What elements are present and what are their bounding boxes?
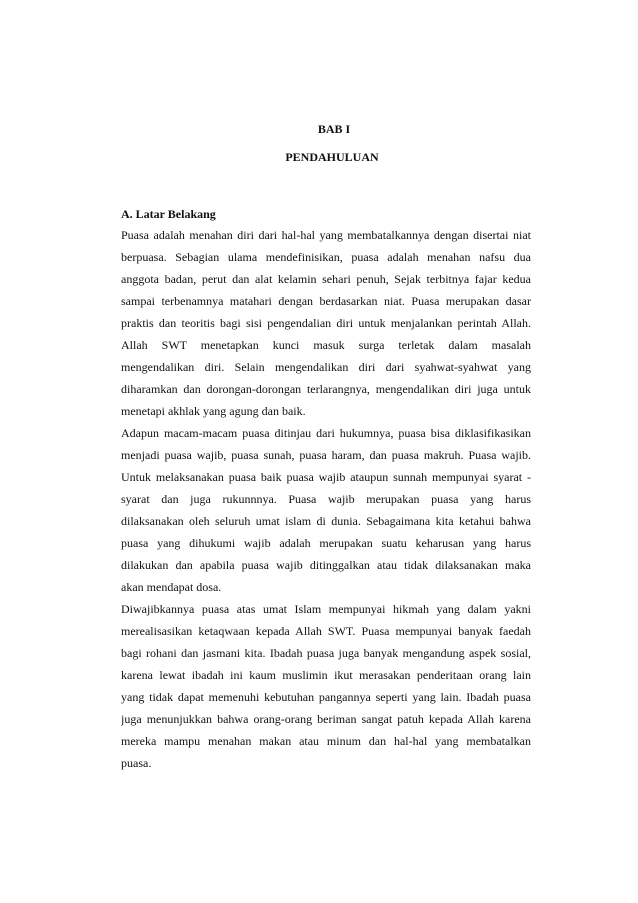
text-line: mengendalikan diri. Selain mengendalikan diri dari syahwat-syahwat yang xyxy=(121,360,531,374)
text-line: Untuk melaksanakan puasa baik puasa wajib ataupun sunnah mempunyai syarat - xyxy=(121,470,531,484)
paragraph-2 xyxy=(121,422,531,598)
text-line: yang tidak dapat memenuhi kebutuhan pangannya seperti yang lain. Ibadah puasa xyxy=(121,690,531,704)
text-line: syarat dan juga rukunnnya. Puasa wajib merupakan puasa yang harus xyxy=(121,492,531,506)
text-line: praktis dan teoritis bagi sisi pengendalian diri untuk menjalankan perintah Allah. xyxy=(121,316,531,330)
text-line: berpuasa. Sebagian ulama mendefinisikan, puasa adalah menahan nafsu dua xyxy=(121,250,531,264)
text-line: diharamkan dan dorongan-dorongan terlarangnya, mengendalikan diri juga untuk xyxy=(121,382,531,396)
text-line: juga menunjukkan bahwa orang-orang beriman sangat patuh kepada Allah karena xyxy=(121,712,531,726)
text-line: menetapi akhlak yang agung dan baik. xyxy=(121,404,306,418)
text-line: Allah SWT menetapkan kunci masuk surga terletak dalam masalah xyxy=(121,338,531,352)
chapter-number: BAB I xyxy=(317,122,351,136)
text-line: dilakukan dan apabila puasa wajib ditinggalkan atau tidak dilaksanakan maka xyxy=(121,558,531,572)
text-line: Adapun macam-macam puasa ditinjau dari hukumnya, puasa bisa diklasifikasikan xyxy=(121,426,531,440)
text-line: akan mendapat dosa. xyxy=(121,580,222,594)
text-line: karena lewat ibadah ini kaum muslimin ikut merasakan penderitaan orang lain xyxy=(121,668,531,682)
text-line: puasa. xyxy=(121,756,152,770)
body-text xyxy=(121,224,531,774)
text-line: dilaksanakan oleh seluruh umat islam di dunia. Sebagaimana kita ketahui bahwa xyxy=(121,514,531,528)
paragraph-1 xyxy=(121,224,531,422)
section-heading: A. Latar Belakang xyxy=(121,207,216,221)
text-line: Puasa adalah menahan diri dari hal-hal yang membatalkannya dengan disertai niat xyxy=(121,228,531,242)
paragraph-3 xyxy=(121,598,531,774)
text-line: menjadi puasa wajib, puasa sunah, puasa haram, dan puasa makruh. Puasa wajib. xyxy=(121,448,531,462)
text-line: sampai terbenamnya matahari dengan berdasarkan niat. Puasa merupakan dasar xyxy=(121,294,531,308)
text-line: bagi rohani dan jasmani kita. Ibadah puasa juga banyak mengandung aspek sosial, xyxy=(121,646,531,660)
text-line: anggota badan, perut dan alat kelamin sehari penuh, Sejak terbitnya fajar kedua xyxy=(121,272,531,286)
text-line: puasa yang dihukumi wajib adalah merupakan suatu keharusan yang harus xyxy=(121,536,531,550)
text-line: Diwajibkannya puasa atas umat Islam mempunyai hikmah yang dalam yakni xyxy=(121,602,531,616)
chapter-title: PENDAHULUAN xyxy=(285,150,379,164)
text-line: merealisasikan ketaqwaan kepada Allah SWT. Puasa mempunyai banyak faedah xyxy=(121,624,531,638)
text-line: mereka mampu menahan makan atau minum dan hal-hal yang membatalkan xyxy=(121,734,531,748)
